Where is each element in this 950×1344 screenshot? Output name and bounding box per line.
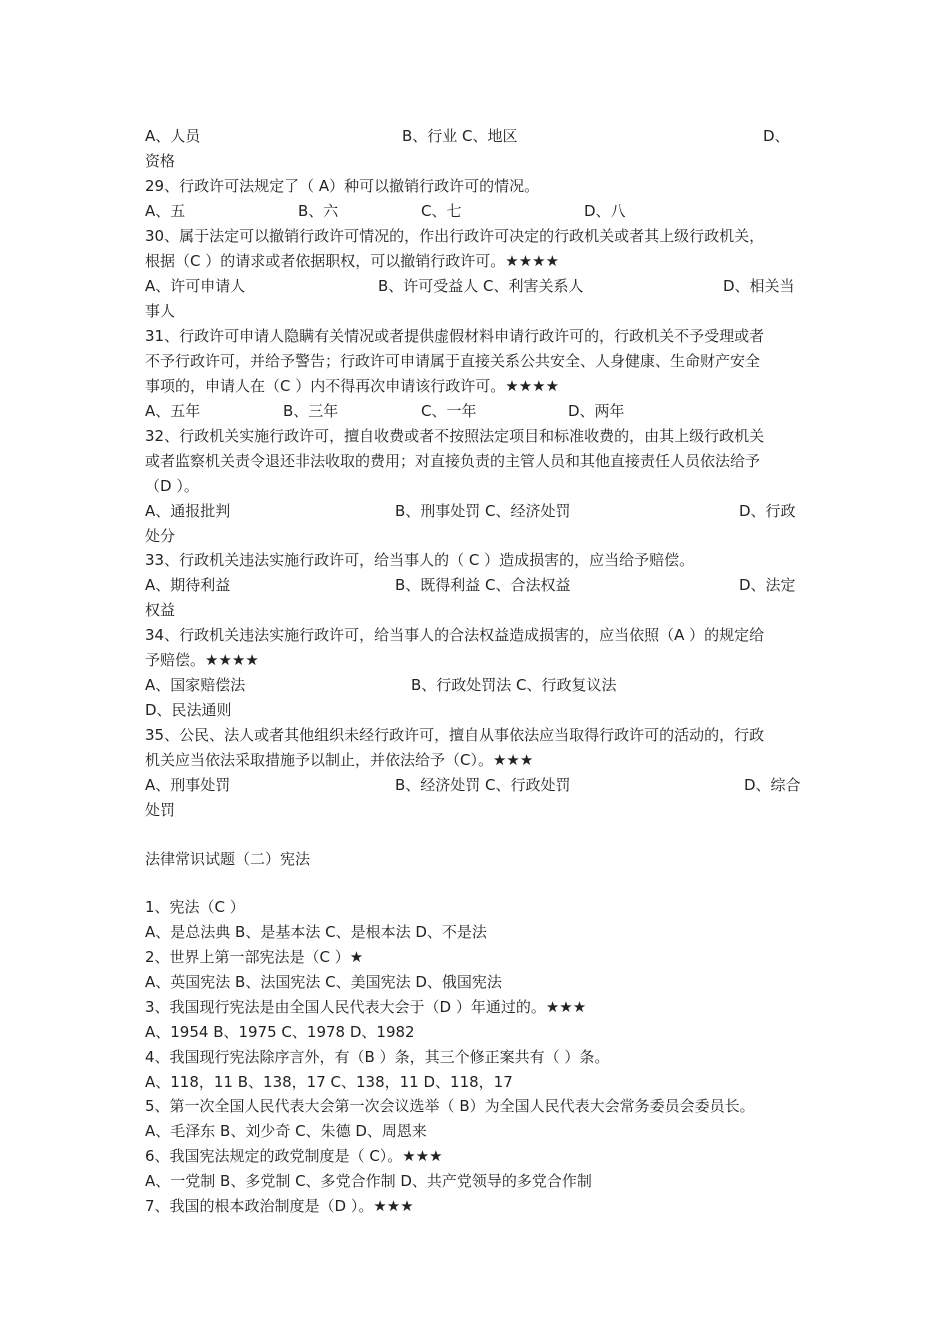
- c4-question: 4、我国现行宪法除序言外，有（B ）条，其三个修正案共有（ ）条。: [145, 1048, 610, 1066]
- option-c: C、一年: [421, 402, 477, 420]
- c1-question: 1、宪法（C ）: [145, 898, 245, 916]
- c6-options: A、一党制 B、多党制 C、多党合作制 D、共产党领导的多党合作制: [145, 1172, 592, 1190]
- q31-question: 31、行政许可申请人隐瞒有关情况或者提供虚假材料申请行政许可的，行政机关不予受理或者: [145, 327, 765, 345]
- c3-question: 3、我国现行宪法是由全国人民代表大会于（D ）年通过的。★★★: [145, 998, 587, 1016]
- option-b-c: B、经济处罚 C、行政处罚: [395, 776, 571, 794]
- c5-options: A、毛泽东 B、刘少奇 C、朱德 D、周恩来: [145, 1122, 427, 1140]
- option-d: D、两年: [568, 402, 625, 420]
- option-d: D、行政: [739, 502, 796, 520]
- q30-option-d-cont: 事人: [145, 302, 176, 320]
- option-a: A、许可申请人: [145, 277, 246, 295]
- q28-option-d-cont: 资格: [145, 152, 176, 170]
- option-a: A、通报批判: [145, 502, 231, 520]
- q29-question: 29、行政许可法规定了（ A）种可以撤销行政许可的情况。: [145, 177, 540, 195]
- q32-option-d-cont: 处分: [145, 527, 176, 545]
- option-b: B、三年: [283, 402, 339, 420]
- q32-question-cont: 或者监察机关责令退还非法收取的费用；对直接负责的主管人员和其他直接责任人员依法给予: [145, 452, 761, 470]
- q30-question: 30、属于法定可以撤销行政许可情况的，作出行政许可决定的行政机关或者其上级行政机关，: [145, 227, 765, 245]
- q35-question-cont: 机关应当依法采取措施予以制止，并依法给予（C）。★★★: [145, 751, 534, 769]
- option-b: B、六: [298, 202, 339, 220]
- q34-option-d: D、民法通则: [145, 701, 232, 719]
- option-a: A、五: [145, 202, 186, 220]
- c7-question: 7、我国的根本政治制度是（D ）。★★★: [145, 1197, 414, 1215]
- q31-question-cont: 不予行政许可，并给予警告；行政许可申请属于直接关系公共安全、人身健康、生命财产安全: [145, 352, 761, 370]
- q34-question-cont: 予赔偿。★★★★: [145, 651, 259, 669]
- option-d: D、法定: [739, 576, 796, 594]
- option-a: A、国家赔偿法: [145, 676, 246, 694]
- option-a: A、期待利益: [145, 576, 231, 594]
- c4-options: A、118，11 B、138，17 C、138，11 D、118，17: [145, 1073, 513, 1091]
- c2-question: 2、世界上第一部宪法是（C ）★: [145, 948, 364, 966]
- option-b-c: B、许可受益人 C、利害关系人: [378, 277, 584, 295]
- c1-options: A、是总法典 B、是基本法 C、是根本法 D、不是法: [145, 923, 487, 941]
- q35-question: 35、公民、法人或者其他组织未经行政许可，擅自从事依法应当取得行政许可的活动的，行政: [145, 726, 765, 744]
- option-a: A、五年: [145, 402, 201, 420]
- q33-question: 33、行政机关违法实施行政许可，给当事人的（ C ）造成损害的，应当给予赔偿。: [145, 551, 695, 569]
- q34-question: 34、行政机关违法实施行政许可，给当事人的合法权益造成损害的，应当依照（A ）的规定给: [145, 626, 765, 644]
- q32-question-cont: （D ）。: [145, 477, 199, 495]
- q31-question-cont: 事项的，申请人在（C ）内不得再次申请该行政许可。★★★★: [145, 377, 560, 395]
- q30-question-cont: 根据（C ）的请求或者依据职权，可以撤销行政许可。★★★★: [145, 252, 560, 270]
- option-d: D、八: [584, 202, 626, 220]
- c3-options: A、1954 B、1975 C、1978 D、1982: [145, 1023, 415, 1041]
- option-b-c: B、行业 C、地区: [402, 127, 518, 145]
- c2-options: A、英国宪法 B、法国宪法 C、美国宪法 D、俄国宪法: [145, 973, 502, 991]
- option-d: D、相关当: [723, 277, 795, 295]
- option-b-c: B、刑事处罚 C、经济处罚: [395, 502, 571, 520]
- option-d: D、: [763, 127, 790, 145]
- section-title: 法律常识试题（二）宪法: [145, 850, 311, 868]
- c5-question: 5、第一次全国人民代表大会第一次会议选举（ B）为全国人民代表大会常务委员会委员长。: [145, 1097, 755, 1115]
- option-d: D、综合: [744, 776, 801, 794]
- option-a: A、刑事处罚: [145, 776, 231, 794]
- option-c: C、七: [421, 202, 462, 220]
- option-b-c: B、行政处罚法 C、行政复议法: [411, 676, 617, 694]
- option-a: A、人员: [145, 127, 201, 145]
- q32-question: 32、行政机关实施行政许可，擅自收费或者不按照法定项目和标准收费的，由其上级行政机关: [145, 427, 765, 445]
- option-b-c: B、既得利益 C、合法权益: [395, 576, 571, 594]
- c6-question: 6、我国宪法规定的政党制度是（ C）。★★★: [145, 1147, 443, 1165]
- q35-option-d-cont: 处罚: [145, 801, 176, 819]
- q33-option-d-cont: 权益: [145, 601, 176, 619]
